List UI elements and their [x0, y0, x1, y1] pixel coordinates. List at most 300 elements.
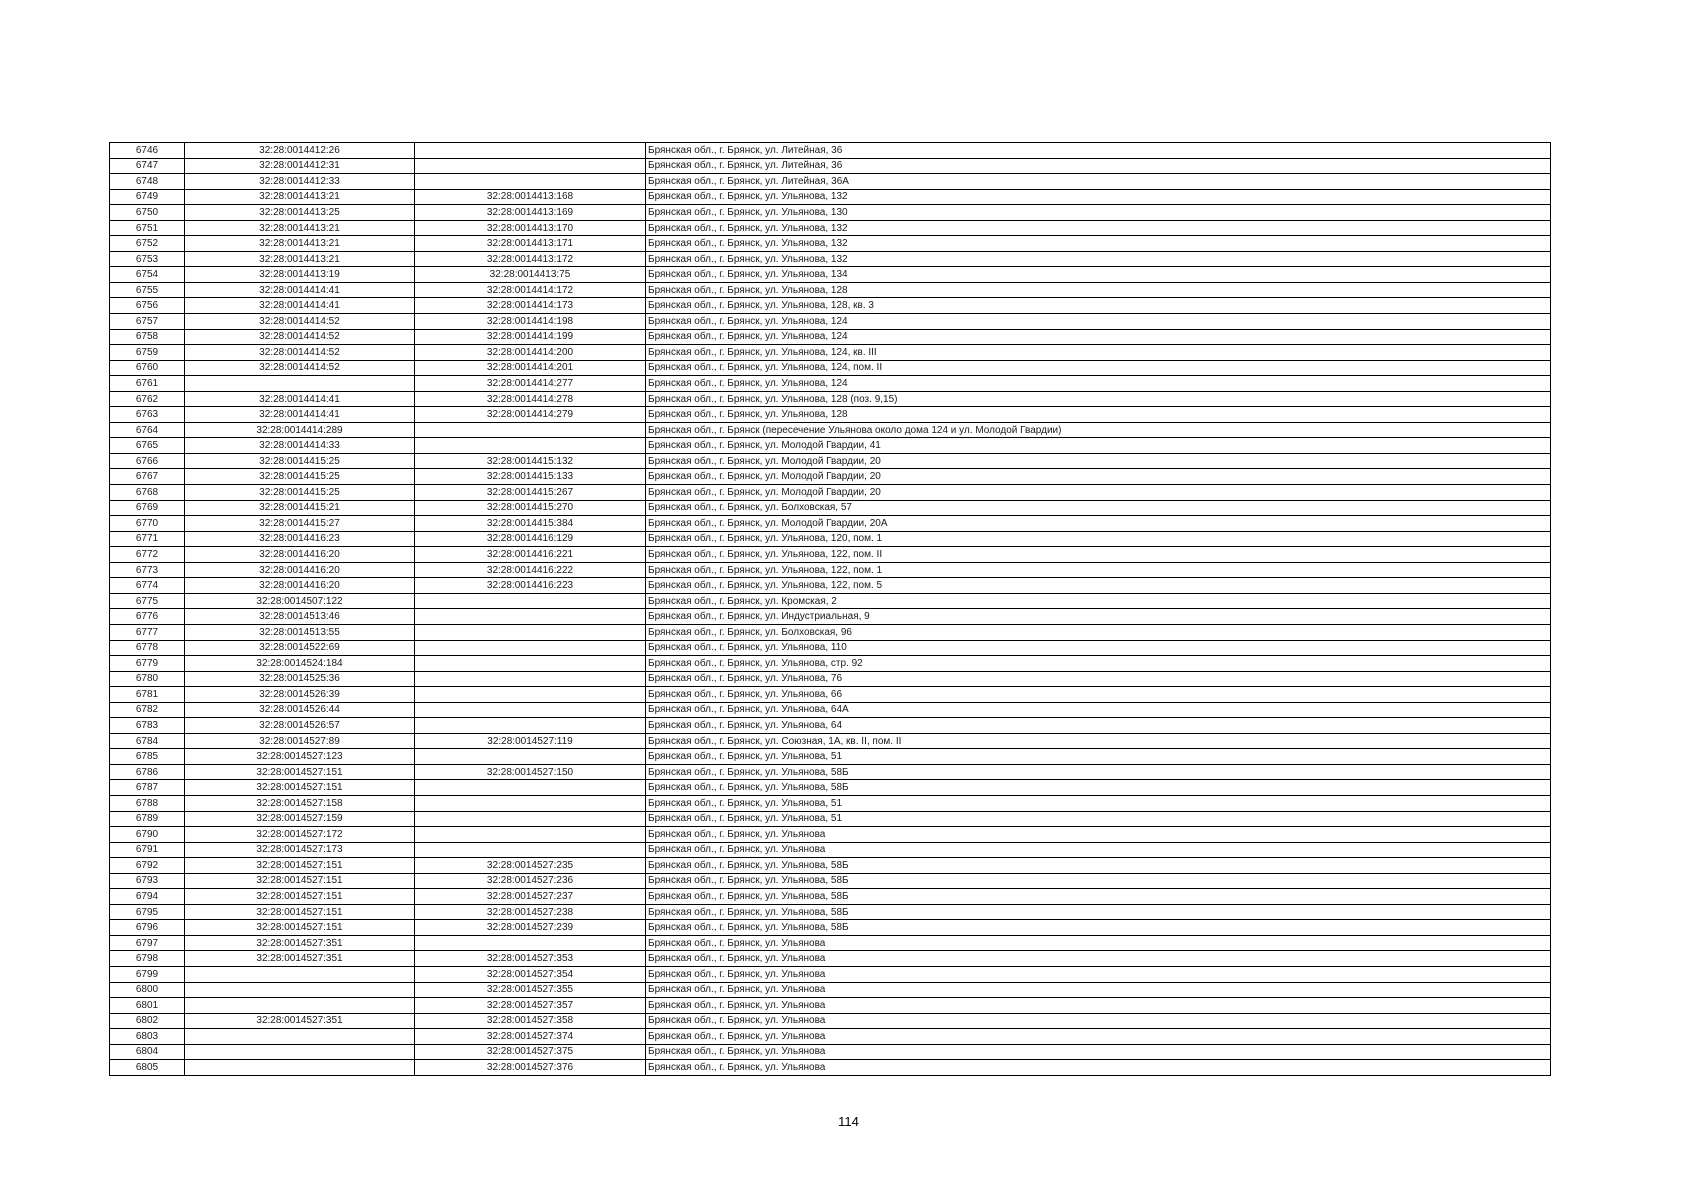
address-cell: Брянская обл., г. Брянск, ул. Литейная, 36: [646, 143, 1551, 159]
table-row: [110, 485, 1551, 501]
object-cadastral-number-cell: 32:28:0014527:376: [415, 1060, 646, 1076]
row-number-cell: 6801: [110, 998, 185, 1014]
object-cadastral-number-cell: 32:28:0014413:75: [415, 267, 646, 283]
address-cell: Брянская обл., г. Брянск, ул. Ульянова: [646, 966, 1551, 982]
row-number-cell: 6762: [110, 391, 185, 407]
cadastral-number-cell: 32:28:0014513:46: [185, 609, 415, 625]
object-cadastral-number-cell: 32:28:0014527:150: [415, 764, 646, 780]
cadastral-number-cell: 32:28:0014413:21: [185, 236, 415, 252]
row-number-cell: 6784: [110, 733, 185, 749]
address-cell: Брянская обл., г. Брянск, ул. Ульянова, 128: [646, 282, 1551, 298]
row-number-cell: 6773: [110, 562, 185, 578]
cadastral-number-cell: [185, 1060, 415, 1076]
table-row: [110, 282, 1551, 298]
row-number-cell: 6802: [110, 1013, 185, 1029]
row-number-cell: 6791: [110, 842, 185, 858]
row-number-cell: 6752: [110, 236, 185, 252]
row-number-cell: 6767: [110, 469, 185, 485]
cadastral-number-cell: 32:28:0014415:25: [185, 453, 415, 469]
cadastral-number-cell: 32:28:0014415:21: [185, 500, 415, 516]
table-row: [110, 951, 1551, 967]
address-cell: Брянская обл., г. Брянск, ул. Ульянова, 58Б: [646, 858, 1551, 874]
cadastral-number-cell: 32:28:0014414:52: [185, 345, 415, 361]
row-number-cell: 6783: [110, 718, 185, 734]
object-cadastral-number-cell: 32:28:0014414:198: [415, 314, 646, 330]
address-cell: Брянская обл., г. Брянск, ул. Ульянова, 134: [646, 267, 1551, 283]
address-cell: Брянская обл., г. Брянск, ул. Ульянова, 64: [646, 718, 1551, 734]
cadastral-number-cell: 32:28:0014413:19: [185, 267, 415, 283]
row-number-cell: 6789: [110, 811, 185, 827]
object-cadastral-number-cell: [415, 827, 646, 843]
table-row: [110, 469, 1551, 485]
table-row: [110, 1013, 1551, 1029]
table-row: [110, 733, 1551, 749]
table-row: [110, 609, 1551, 625]
cadastral-number-cell: 32:28:0014414:41: [185, 282, 415, 298]
table-row: [110, 453, 1551, 469]
address-cell: Брянская обл., г. Брянск, ул. Ульянова: [646, 982, 1551, 998]
row-number-cell: 6751: [110, 220, 185, 236]
row-number-cell: 6755: [110, 282, 185, 298]
object-cadastral-number-cell: [415, 422, 646, 438]
row-number-cell: 6787: [110, 780, 185, 796]
address-cell: Брянская обл., г. Брянск, ул. Ульянова: [646, 1013, 1551, 1029]
row-number-cell: 6761: [110, 376, 185, 392]
object-cadastral-number-cell: 32:28:0014527:235: [415, 858, 646, 874]
table-row: [110, 873, 1551, 889]
cadastral-number-cell: 32:28:0014527:151: [185, 780, 415, 796]
table-row: [110, 624, 1551, 640]
object-cadastral-number-cell: [415, 624, 646, 640]
address-cell: Брянская обл., г. Брянск, ул. Ульянова: [646, 935, 1551, 951]
object-cadastral-number-cell: [415, 842, 646, 858]
row-number-cell: 6786: [110, 764, 185, 780]
cadastral-number-cell: 32:28:0014527:351: [185, 1013, 415, 1029]
object-cadastral-number-cell: 32:28:0014416:222: [415, 562, 646, 578]
cadastral-number-cell: 32:28:0014416:23: [185, 531, 415, 547]
row-number-cell: 6780: [110, 671, 185, 687]
cadastral-number-cell: 32:28:0014527:151: [185, 889, 415, 905]
address-cell: Брянская обл., г. Брянск, ул. Ульянова: [646, 1044, 1551, 1060]
table-row: [110, 578, 1551, 594]
address-cell: Брянская обл., г. Брянск, ул. Литейная, 36А: [646, 174, 1551, 190]
row-number-cell: 6795: [110, 904, 185, 920]
cadastral-number-cell: [185, 998, 415, 1014]
cadastral-number-cell: 32:28:0014527:151: [185, 873, 415, 889]
cadastral-number-cell: 32:28:0014513:55: [185, 624, 415, 640]
cadastral-number-cell: 32:28:0014527:158: [185, 795, 415, 811]
address-cell: Брянская обл., г. Брянск, ул. Кромская, 2: [646, 593, 1551, 609]
address-cell: Брянская обл., г. Брянск, ул. Ульянова, 66: [646, 687, 1551, 703]
table-row: [110, 904, 1551, 920]
address-cell: Брянская обл., г. Брянск, ул. Ульянова, 132: [646, 220, 1551, 236]
table-row: [110, 1060, 1551, 1076]
table-row: [110, 158, 1551, 174]
address-cell: Брянская обл., г. Брянск, ул. Ульянова, 51: [646, 749, 1551, 765]
cadastral-number-cell: [185, 376, 415, 392]
address-cell: Брянская обл., г. Брянск, ул. Болховская, 57: [646, 500, 1551, 516]
cadastral-number-cell: 32:28:0014527:151: [185, 904, 415, 920]
table-row: [110, 531, 1551, 547]
object-cadastral-number-cell: [415, 935, 646, 951]
address-cell: Брянская обл., г. Брянск, ул. Молодой Гвардии, 20: [646, 485, 1551, 501]
row-number-cell: 6748: [110, 174, 185, 190]
object-cadastral-number-cell: 32:28:0014415:133: [415, 469, 646, 485]
address-cell: Брянская обл., г. Брянск, ул. Молодой Гвардии, 20А: [646, 516, 1551, 532]
row-number-cell: 6792: [110, 858, 185, 874]
row-number-cell: 6776: [110, 609, 185, 625]
cadastral-number-cell: 32:28:0014414:52: [185, 329, 415, 345]
address-cell: Брянская обл., г. Брянск, ул. Ульянова, 128: [646, 407, 1551, 423]
row-number-cell: 6788: [110, 795, 185, 811]
cadastral-number-cell: 32:28:0014416:20: [185, 547, 415, 563]
row-number-cell: 6770: [110, 516, 185, 532]
table-row: [110, 298, 1551, 314]
address-cell: Брянская обл., г. Брянск (пересечение Ульянова около дома 124 и ул. Молодой Гвардии): [646, 422, 1551, 438]
row-number-cell: 6763: [110, 407, 185, 423]
table-row: [110, 345, 1551, 361]
table-row: [110, 920, 1551, 936]
row-number-cell: 6759: [110, 345, 185, 361]
table-row: [110, 220, 1551, 236]
address-cell: Брянская обл., г. Брянск, ул. Ульянова, 58Б: [646, 780, 1551, 796]
address-cell: Брянская обл., г. Брянск, ул. Болховская, 96: [646, 624, 1551, 640]
object-cadastral-number-cell: 32:28:0014527:119: [415, 733, 646, 749]
cadastral-number-cell: 32:28:0014522:69: [185, 640, 415, 656]
address-cell: Брянская обл., г. Брянск, ул. Ульянова, 110: [646, 640, 1551, 656]
row-number-cell: 6749: [110, 189, 185, 205]
object-cadastral-number-cell: [415, 609, 646, 625]
address-cell: Брянская обл., г. Брянск, ул. Ульянова, 124, кв. III: [646, 345, 1551, 361]
cadastral-number-cell: 32:28:0014412:26: [185, 143, 415, 159]
row-number-cell: 6781: [110, 687, 185, 703]
cadastral-number-cell: 32:28:0014415:25: [185, 469, 415, 485]
object-cadastral-number-cell: 32:28:0014527:375: [415, 1044, 646, 1060]
table-row: [110, 174, 1551, 190]
row-number-cell: 6782: [110, 702, 185, 718]
cadastral-number-cell: 32:28:0014414:52: [185, 314, 415, 330]
cadastral-number-cell: 32:28:0014414:289: [185, 422, 415, 438]
row-number-cell: 6775: [110, 593, 185, 609]
object-cadastral-number-cell: 32:28:0014527:237: [415, 889, 646, 905]
cadastral-number-cell: 32:28:0014527:172: [185, 827, 415, 843]
cadastral-number-cell: 32:28:0014413:25: [185, 205, 415, 221]
address-cell: Брянская обл., г. Брянск, ул. Ульянова: [646, 998, 1551, 1014]
object-cadastral-number-cell: 32:28:0014415:270: [415, 500, 646, 516]
table-row: [110, 329, 1551, 345]
cadastral-number-cell: 32:28:0014416:20: [185, 562, 415, 578]
cadastral-number-cell: 32:28:0014414:52: [185, 360, 415, 376]
object-cadastral-number-cell: 32:28:0014527:353: [415, 951, 646, 967]
object-cadastral-number-cell: 32:28:0014416:129: [415, 531, 646, 547]
object-cadastral-number-cell: 32:28:0014527:239: [415, 920, 646, 936]
address-cell: Брянская обл., г. Брянск, ул. Ульянова, 132: [646, 236, 1551, 252]
row-number-cell: 6758: [110, 329, 185, 345]
address-cell: Брянская обл., г. Брянск, ул. Ульянова: [646, 842, 1551, 858]
table-row: [110, 656, 1551, 672]
address-cell: Брянская обл., г. Брянск, ул. Молодой Гвардии, 20: [646, 453, 1551, 469]
object-cadastral-number-cell: 32:28:0014414:200: [415, 345, 646, 361]
row-number-cell: 6804: [110, 1044, 185, 1060]
table-row: [110, 842, 1551, 858]
address-cell: Брянская обл., г. Брянск, ул. Ульянова, 124: [646, 376, 1551, 392]
table-row: [110, 858, 1551, 874]
address-cell: Брянская обл., г. Брянск, ул. Ульянова, 58Б: [646, 920, 1551, 936]
address-cell: Брянская обл., г. Брянск, ул. Литейная, 36: [646, 158, 1551, 174]
row-number-cell: 6805: [110, 1060, 185, 1076]
object-cadastral-number-cell: 32:28:0014527:357: [415, 998, 646, 1014]
registry-table-body: [110, 143, 1551, 1076]
object-cadastral-number-cell: 32:28:0014414:173: [415, 298, 646, 314]
page-number: 114: [838, 1114, 859, 1129]
row-number-cell: 6757: [110, 314, 185, 330]
cadastral-number-cell: 32:28:0014412:31: [185, 158, 415, 174]
object-cadastral-number-cell: 32:28:0014527:374: [415, 1029, 646, 1045]
cadastral-number-cell: 32:28:0014527:151: [185, 920, 415, 936]
table-row: [110, 236, 1551, 252]
cadastral-number-cell: 32:28:0014527:123: [185, 749, 415, 765]
table-row: [110, 982, 1551, 998]
object-cadastral-number-cell: 32:28:0014414:201: [415, 360, 646, 376]
table-row: [110, 314, 1551, 330]
object-cadastral-number-cell: [415, 671, 646, 687]
row-number-cell: 6750: [110, 205, 185, 221]
row-number-cell: 6797: [110, 935, 185, 951]
address-cell: Брянская обл., г. Брянск, ул. Ульянова, 122, пом. II: [646, 547, 1551, 563]
cadastral-number-cell: 32:28:0014525:36: [185, 671, 415, 687]
address-cell: Брянская обл., г. Брянск, ул. Ульянова: [646, 1029, 1551, 1045]
cadastral-number-cell: 32:28:0014414:41: [185, 391, 415, 407]
row-number-cell: 6794: [110, 889, 185, 905]
object-cadastral-number-cell: [415, 143, 646, 159]
object-cadastral-number-cell: 32:28:0014415:267: [415, 485, 646, 501]
row-number-cell: 6793: [110, 873, 185, 889]
table-row: [110, 376, 1551, 392]
object-cadastral-number-cell: [415, 718, 646, 734]
table-row: [110, 1044, 1551, 1060]
table-row: [110, 827, 1551, 843]
table-row: [110, 966, 1551, 982]
cadastral-number-cell: 32:28:0014415:27: [185, 516, 415, 532]
cadastral-number-cell: 32:28:0014413:21: [185, 220, 415, 236]
object-cadastral-number-cell: 32:28:0014413:171: [415, 236, 646, 252]
address-cell: Брянская обл., г. Брянск, ул. Ульянова, 124: [646, 314, 1551, 330]
row-number-cell: 6746: [110, 143, 185, 159]
object-cadastral-number-cell: 32:28:0014413:172: [415, 251, 646, 267]
row-number-cell: 6800: [110, 982, 185, 998]
cadastral-number-cell: 32:28:0014524:184: [185, 656, 415, 672]
row-number-cell: 6760: [110, 360, 185, 376]
row-number-cell: 6778: [110, 640, 185, 656]
object-cadastral-number-cell: [415, 640, 646, 656]
table-row: [110, 500, 1551, 516]
object-cadastral-number-cell: 32:28:0014414:277: [415, 376, 646, 392]
table-row: [110, 407, 1551, 423]
table-row: [110, 593, 1551, 609]
address-cell: Брянская обл., г. Брянск, ул. Ульянова, 124, пом. II: [646, 360, 1551, 376]
address-cell: Брянская обл., г. Брянск, ул. Ульянова, 76: [646, 671, 1551, 687]
row-number-cell: 6803: [110, 1029, 185, 1045]
table-row: [110, 1029, 1551, 1045]
object-cadastral-number-cell: [415, 749, 646, 765]
cadastral-number-cell: 32:28:0014527:351: [185, 951, 415, 967]
object-cadastral-number-cell: 32:28:0014527:354: [415, 966, 646, 982]
object-cadastral-number-cell: [415, 687, 646, 703]
row-number-cell: 6798: [110, 951, 185, 967]
row-number-cell: 6785: [110, 749, 185, 765]
table-row: [110, 547, 1551, 563]
table-row: [110, 205, 1551, 221]
address-cell: Брянская обл., г. Брянск, ул. Союзная, 1А, кв. II, пом. II: [646, 733, 1551, 749]
object-cadastral-number-cell: 32:28:0014414:279: [415, 407, 646, 423]
table-row: [110, 438, 1551, 454]
row-number-cell: 6766: [110, 453, 185, 469]
table-row: [110, 562, 1551, 578]
table-row: [110, 702, 1551, 718]
cadastral-number-cell: [185, 1044, 415, 1060]
row-number-cell: 6753: [110, 251, 185, 267]
address-cell: Брянская обл., г. Брянск, ул. Ульянова: [646, 951, 1551, 967]
address-cell: Брянская обл., г. Брянск, ул. Ульянова: [646, 1060, 1551, 1076]
object-cadastral-number-cell: [415, 656, 646, 672]
cadastral-number-cell: 32:28:0014507:122: [185, 593, 415, 609]
address-cell: Брянская обл., г. Брянск, ул. Ульянова, 124: [646, 329, 1551, 345]
cadastral-number-cell: 32:28:0014527:89: [185, 733, 415, 749]
address-cell: Брянская обл., г. Брянск, ул. Ульянова, 51: [646, 795, 1551, 811]
table-row: [110, 251, 1551, 267]
cadastral-number-cell: 32:28:0014527:351: [185, 935, 415, 951]
object-cadastral-number-cell: [415, 174, 646, 190]
table-row: [110, 811, 1551, 827]
address-cell: Брянская обл., г. Брянск, ул. Индустриальная, 9: [646, 609, 1551, 625]
cadastral-number-cell: 32:28:0014414:41: [185, 407, 415, 423]
table-row: [110, 998, 1551, 1014]
cadastral-number-cell: 32:28:0014415:25: [185, 485, 415, 501]
table-row: [110, 889, 1551, 905]
object-cadastral-number-cell: [415, 795, 646, 811]
object-cadastral-number-cell: 32:28:0014527:358: [415, 1013, 646, 1029]
table-row: [110, 267, 1551, 283]
object-cadastral-number-cell: 32:28:0014527:238: [415, 904, 646, 920]
row-number-cell: 6779: [110, 656, 185, 672]
row-number-cell: 6747: [110, 158, 185, 174]
table-row: [110, 360, 1551, 376]
row-number-cell: 6771: [110, 531, 185, 547]
cadastral-number-cell: 32:28:0014527:151: [185, 858, 415, 874]
address-cell: Брянская обл., г. Брянск, ул. Молодой Гвардии, 20: [646, 469, 1551, 485]
object-cadastral-number-cell: 32:28:0014414:172: [415, 282, 646, 298]
address-cell: Брянская обл., г. Брянск, ул. Ульянова, 132: [646, 251, 1551, 267]
table-row: [110, 764, 1551, 780]
address-cell: Брянская обл., г. Брянск, ул. Ульянова, 132: [646, 189, 1551, 205]
object-cadastral-number-cell: [415, 593, 646, 609]
object-cadastral-number-cell: 32:28:0014413:170: [415, 220, 646, 236]
object-cadastral-number-cell: 32:28:0014413:168: [415, 189, 646, 205]
address-cell: Брянская обл., г. Брянск, ул. Ульянова, 122, пом. 1: [646, 562, 1551, 578]
address-cell: Брянская обл., г. Брянск, ул. Ульянова, 51: [646, 811, 1551, 827]
address-cell: Брянская обл., г. Брянск, ул. Ульянова, стр. 92: [646, 656, 1551, 672]
cadastral-number-cell: 32:28:0014526:39: [185, 687, 415, 703]
object-cadastral-number-cell: 32:28:0014527:236: [415, 873, 646, 889]
row-number-cell: 6799: [110, 966, 185, 982]
object-cadastral-number-cell: [415, 811, 646, 827]
row-number-cell: 6768: [110, 485, 185, 501]
address-cell: Брянская обл., г. Брянск, ул. Молодой Гвардии, 41: [646, 438, 1551, 454]
row-number-cell: 6796: [110, 920, 185, 936]
table-row: [110, 189, 1551, 205]
object-cadastral-number-cell: 32:28:0014416:221: [415, 547, 646, 563]
cadastral-number-cell: [185, 966, 415, 982]
cadastral-number-cell: 32:28:0014527:159: [185, 811, 415, 827]
object-cadastral-number-cell: [415, 158, 646, 174]
object-cadastral-number-cell: [415, 780, 646, 796]
cadastral-number-cell: 32:28:0014414:33: [185, 438, 415, 454]
row-number-cell: 6769: [110, 500, 185, 516]
object-cadastral-number-cell: 32:28:0014414:278: [415, 391, 646, 407]
row-number-cell: 6765: [110, 438, 185, 454]
address-cell: Брянская обл., г. Брянск, ул. Ульянова, 58Б: [646, 764, 1551, 780]
table-row: [110, 780, 1551, 796]
table-row: [110, 143, 1551, 159]
cadastral-number-cell: 32:28:0014527:151: [185, 764, 415, 780]
cadastral-number-cell: 32:28:0014527:173: [185, 842, 415, 858]
address-cell: Брянская обл., г. Брянск, ул. Ульянова, 130: [646, 205, 1551, 221]
address-cell: Брянская обл., г. Брянск, ул. Ульянова, 58Б: [646, 904, 1551, 920]
object-cadastral-number-cell: [415, 438, 646, 454]
cadastral-number-cell: 32:28:0014414:41: [185, 298, 415, 314]
table-row: [110, 749, 1551, 765]
table-row: [110, 391, 1551, 407]
registry-table: [109, 142, 1551, 1076]
table-row: [110, 935, 1551, 951]
cadastral-number-cell: [185, 1029, 415, 1045]
object-cadastral-number-cell: 32:28:0014527:355: [415, 982, 646, 998]
table-row: [110, 795, 1551, 811]
address-cell: Брянская обл., г. Брянск, ул. Ульянова: [646, 827, 1551, 843]
row-number-cell: 6772: [110, 547, 185, 563]
table-row: [110, 718, 1551, 734]
object-cadastral-number-cell: 32:28:0014415:132: [415, 453, 646, 469]
table-row: [110, 671, 1551, 687]
row-number-cell: 6754: [110, 267, 185, 283]
cadastral-number-cell: 32:28:0014526:57: [185, 718, 415, 734]
address-cell: Брянская обл., г. Брянск, ул. Ульянова, 122, пом. 5: [646, 578, 1551, 594]
object-cadastral-number-cell: 32:28:0014413:169: [415, 205, 646, 221]
address-cell: Брянская обл., г. Брянск, ул. Ульянова, 64А: [646, 702, 1551, 718]
cadastral-number-cell: 32:28:0014412:33: [185, 174, 415, 190]
address-cell: Брянская обл., г. Брянск, ул. Ульянова, 128 (поз. 9,15): [646, 391, 1551, 407]
table-row: [110, 516, 1551, 532]
cadastral-number-cell: 32:28:0014413:21: [185, 189, 415, 205]
address-cell: Брянская обл., г. Брянск, ул. Ульянова, 128, кв. 3: [646, 298, 1551, 314]
table-row: [110, 422, 1551, 438]
table-row: [110, 640, 1551, 656]
object-cadastral-number-cell: [415, 702, 646, 718]
row-number-cell: 6764: [110, 422, 185, 438]
row-number-cell: 6756: [110, 298, 185, 314]
cadastral-number-cell: [185, 982, 415, 998]
object-cadastral-number-cell: 32:28:0014415:384: [415, 516, 646, 532]
row-number-cell: 6774: [110, 578, 185, 594]
table-row: [110, 687, 1551, 703]
row-number-cell: 6777: [110, 624, 185, 640]
cadastral-number-cell: 32:28:0014416:20: [185, 578, 415, 594]
address-cell: Брянская обл., г. Брянск, ул. Ульянова, 58Б: [646, 873, 1551, 889]
address-cell: Брянская обл., г. Брянск, ул. Ульянова, 58Б: [646, 889, 1551, 905]
cadastral-number-cell: 32:28:0014413:21: [185, 251, 415, 267]
object-cadastral-number-cell: 32:28:0014416:223: [415, 578, 646, 594]
object-cadastral-number-cell: 32:28:0014414:199: [415, 329, 646, 345]
